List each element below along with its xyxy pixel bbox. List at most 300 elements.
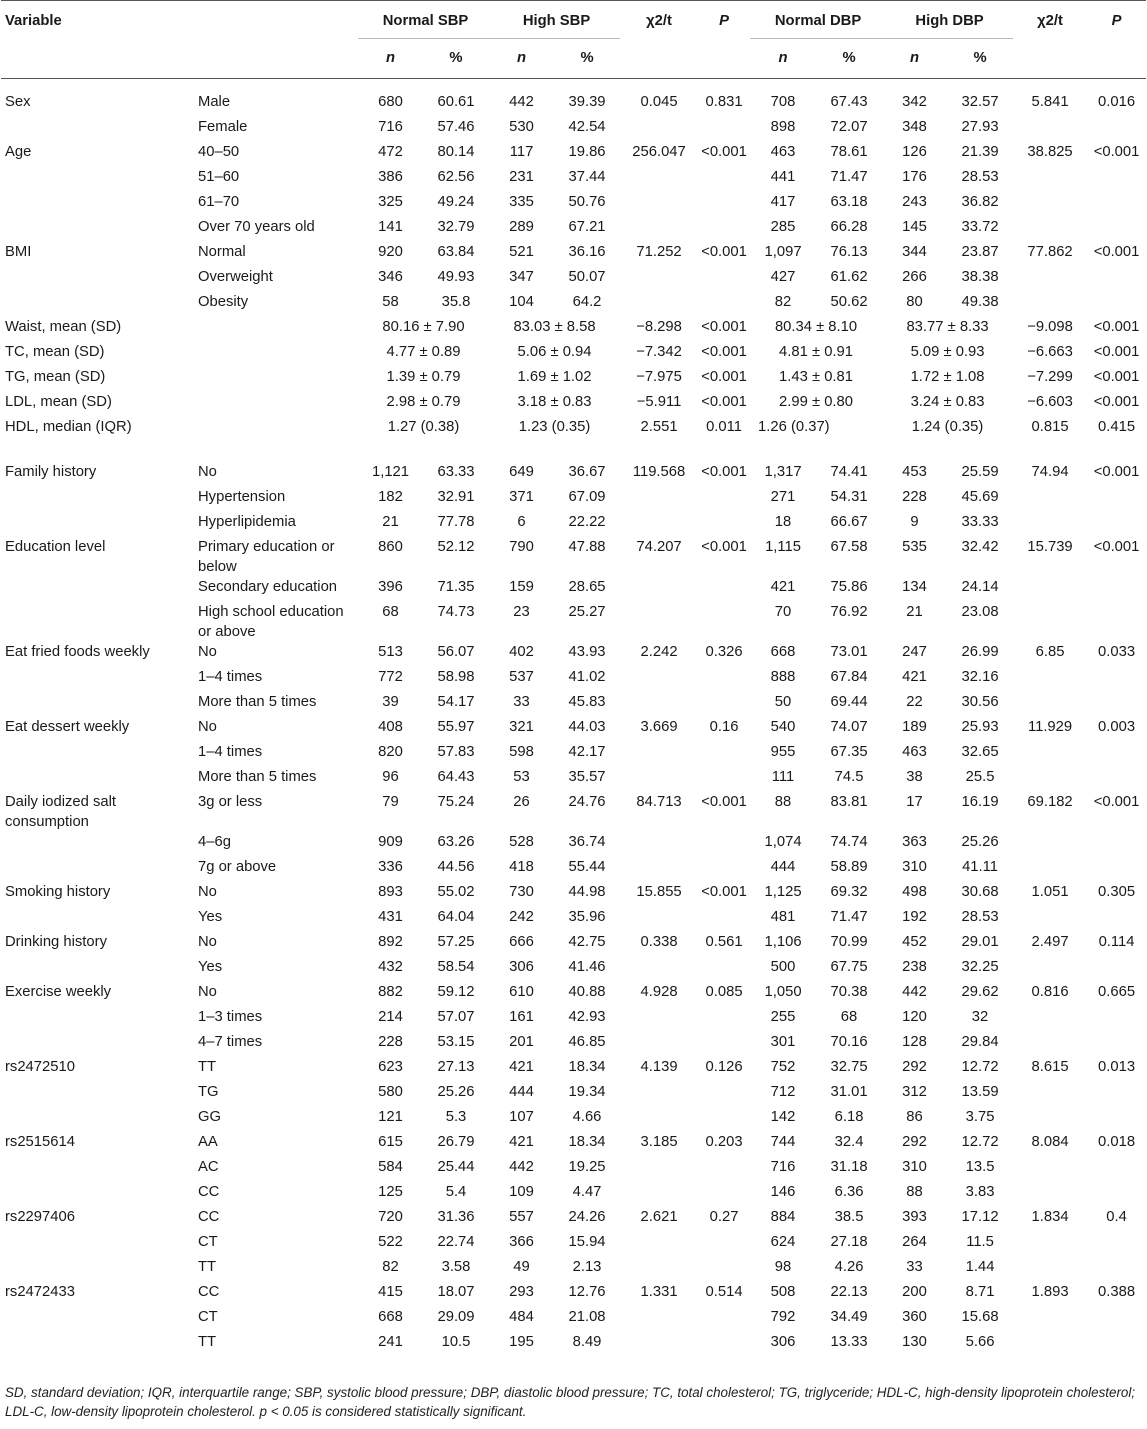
variable-cell: Age	[5, 144, 32, 160]
table-row	[1, 692, 1146, 717]
value-cell: 421	[509, 1134, 534, 1150]
table-row	[1, 267, 1146, 292]
value-cell: 0.816	[1031, 984, 1069, 1000]
table-row	[1, 792, 1146, 832]
value-cell: 42.17	[568, 744, 606, 760]
category-cell: 7g or above	[198, 859, 277, 875]
value-cell	[1013, 1332, 1087, 1362]
value-cell: 1,115	[765, 539, 801, 555]
value-cell: 9	[910, 514, 919, 530]
value-cell: 66.67	[830, 514, 868, 530]
value-cell: 41.02	[568, 669, 606, 685]
value-cell: 32.42	[961, 539, 999, 555]
value-cell: 24.26	[568, 1209, 606, 1225]
value-cell: 10.5	[441, 1334, 471, 1350]
value-cell: 55.97	[437, 719, 475, 735]
value-cell	[620, 832, 698, 857]
value-cell: 130	[902, 1334, 927, 1350]
value-cell	[1013, 577, 1087, 602]
value-cell: 189	[902, 719, 927, 735]
value-cell	[620, 1082, 698, 1107]
header-pct: %	[580, 50, 594, 66]
value-cell: 892	[378, 934, 403, 950]
table-row	[1, 1082, 1146, 1107]
value-cell	[620, 487, 698, 512]
value-cell: 348	[902, 119, 927, 135]
value-cell: 76.92	[830, 604, 868, 620]
value-cell: 34.49	[830, 1309, 868, 1325]
value-cell	[1087, 167, 1146, 192]
category-cell: High school education or above	[198, 604, 344, 640]
value-cell: 74.94	[1031, 464, 1069, 480]
value-cell	[1013, 767, 1087, 792]
value-cell: 67.75	[830, 959, 868, 975]
value-cell: 321	[509, 719, 534, 735]
value-cell	[1087, 217, 1146, 242]
value-cell: 104	[509, 294, 534, 310]
normal-sbp-value: 2.98 ± 0.79	[386, 394, 461, 410]
value-cell	[698, 667, 750, 692]
value-cell: 530	[509, 119, 534, 135]
value-cell: 712	[770, 1084, 796, 1100]
value-cell: 161	[509, 1009, 534, 1025]
table-row	[1, 537, 1146, 577]
value-cell: 289	[509, 219, 534, 235]
value-cell: 415	[378, 1284, 403, 1300]
value-cell	[620, 1032, 698, 1057]
value-cell	[1087, 957, 1146, 982]
value-cell: 26.79	[437, 1134, 475, 1150]
value-cell	[698, 192, 750, 217]
table-row	[1, 79, 1146, 118]
value-cell: 60.61	[437, 94, 475, 110]
value-cell	[1087, 692, 1146, 717]
value-cell: 325	[378, 194, 403, 210]
value-cell: 58.54	[437, 959, 475, 975]
value-cell: 3.75	[965, 1109, 995, 1125]
value-cell	[620, 117, 698, 142]
value-cell: 23	[513, 604, 530, 620]
variable-cell	[1, 487, 194, 512]
value-cell: 336	[378, 859, 403, 875]
value-cell: 128	[902, 1034, 927, 1050]
value-cell: 44.56	[437, 859, 475, 875]
table-row	[1, 1032, 1146, 1057]
value-cell: 19.34	[568, 1084, 606, 1100]
value-cell	[698, 742, 750, 767]
value-cell: <0.001	[1093, 539, 1140, 555]
value-cell: 386	[378, 169, 403, 185]
value-cell: 6.85	[1035, 644, 1065, 660]
value-cell	[698, 1182, 750, 1207]
value-cell: 75.86	[830, 579, 868, 595]
p-dbp-value: <0.001	[1093, 344, 1140, 360]
value-cell	[698, 1007, 750, 1032]
value-cell: 5.4	[445, 1184, 467, 1200]
table-row	[1, 367, 1146, 392]
value-cell	[698, 1157, 750, 1182]
header-n: n	[910, 50, 920, 66]
value-cell: 24.76	[568, 794, 606, 810]
category-cell: TT	[198, 1259, 217, 1275]
value-cell: 792	[770, 1309, 796, 1325]
value-cell: 21.39	[961, 144, 999, 160]
value-cell: 884	[770, 1209, 796, 1225]
value-cell	[1013, 1232, 1087, 1257]
value-cell: 31.01	[830, 1084, 868, 1100]
value-cell: 73.01	[830, 644, 868, 660]
value-cell: 74.74	[830, 834, 868, 850]
value-cell: 0.665	[1098, 984, 1136, 1000]
table-row	[1, 342, 1146, 367]
category-cell: No	[198, 644, 217, 660]
variable-cell: Drinking history	[5, 934, 107, 950]
value-cell: 32.79	[437, 219, 475, 235]
category-cell	[194, 342, 358, 367]
value-cell: 668	[770, 644, 796, 660]
value-cell: 0.831	[705, 94, 743, 110]
value-cell: 4.66	[572, 1109, 602, 1125]
value-cell: 45.69	[961, 489, 999, 505]
value-cell: 21	[906, 604, 923, 620]
header-pct: %	[842, 50, 856, 66]
value-cell: 72.07	[830, 119, 868, 135]
variable-cell: Eat fried foods weekly	[5, 644, 150, 660]
value-cell: 716	[378, 119, 403, 135]
variable-cell	[1, 907, 194, 932]
value-cell: 0.126	[705, 1059, 743, 1075]
value-cell	[620, 577, 698, 602]
value-cell: 1,050	[764, 984, 802, 1000]
value-cell: 623	[378, 1059, 403, 1075]
value-cell: 35.96	[568, 909, 606, 925]
category-cell: CC	[198, 1284, 220, 1300]
value-cell: 421	[770, 579, 796, 595]
variable-cell: Sex	[5, 94, 31, 110]
category-cell: Normal	[198, 244, 246, 260]
value-cell: 19.25	[568, 1159, 606, 1175]
value-cell: 909	[378, 834, 403, 850]
value-cell: 716	[770, 1159, 796, 1175]
value-cell: 70.38	[830, 984, 868, 1000]
value-cell: 192	[902, 909, 927, 925]
value-cell: 46.85	[568, 1034, 606, 1050]
variable-cell	[1, 1182, 194, 1207]
value-cell: 431	[378, 909, 403, 925]
category-cell: CT	[198, 1309, 218, 1325]
value-cell: 32.65	[961, 744, 999, 760]
value-cell: 15.855	[636, 884, 682, 900]
value-cell: 58.98	[437, 669, 475, 685]
value-cell: 3.83	[965, 1184, 995, 1200]
value-cell: 64.04	[437, 909, 475, 925]
value-cell	[620, 1332, 698, 1362]
value-cell: <0.001	[701, 464, 747, 480]
stat-sbp-value: 2.551	[640, 419, 678, 435]
value-cell	[1013, 1307, 1087, 1332]
value-cell	[620, 1257, 698, 1282]
value-cell: 772	[378, 669, 403, 685]
value-cell: 5.66	[965, 1334, 995, 1350]
variable-cell	[1, 217, 194, 242]
p-sbp-value: <0.001	[701, 319, 747, 335]
value-cell: 4.47	[572, 1184, 602, 1200]
category-cell: 4–7 times	[198, 1034, 263, 1050]
value-cell: 30.56	[961, 694, 999, 710]
table-row	[1, 767, 1146, 792]
value-cell	[1013, 167, 1087, 192]
value-cell: 0.016	[1098, 94, 1136, 110]
header-p-dbp: P	[1111, 13, 1122, 29]
normal-dbp-value: 4.81 ± 0.91	[779, 344, 853, 360]
value-cell: 42.54	[568, 119, 606, 135]
value-cell: 107	[509, 1109, 534, 1125]
value-cell: 463	[902, 744, 927, 760]
table-row	[1, 512, 1146, 537]
value-cell: 32.25	[961, 959, 999, 975]
value-cell: 31.18	[830, 1159, 868, 1175]
header-stat-dbp: χ2/t	[1037, 13, 1063, 29]
value-cell	[1013, 267, 1087, 292]
table-row	[1, 292, 1146, 317]
value-cell: 860	[378, 539, 403, 555]
value-cell: 472	[378, 144, 403, 160]
variable-cell: HDL, median (IQR)	[5, 419, 132, 435]
value-cell: 11.5	[966, 1234, 994, 1250]
value-cell: 36.82	[961, 194, 999, 210]
p-dbp-value: <0.001	[1093, 394, 1140, 410]
value-cell	[1013, 217, 1087, 242]
value-cell: 0.388	[1098, 1284, 1136, 1300]
value-cell: 57.83	[437, 744, 475, 760]
value-cell: 24.14	[961, 579, 999, 595]
table-row	[1, 487, 1146, 512]
value-cell: 310	[902, 1159, 927, 1175]
variable-cell	[1, 1257, 194, 1282]
table-row	[1, 982, 1146, 1007]
value-cell: 39	[382, 694, 399, 710]
value-cell: 255	[770, 1009, 796, 1025]
data-table	[1, 0, 1146, 1362]
value-cell: 21.08	[568, 1309, 606, 1325]
value-cell: <0.001	[701, 884, 747, 900]
category-cell: 3g or less	[198, 794, 263, 810]
value-cell: 117	[509, 144, 534, 160]
value-cell: 142	[770, 1109, 796, 1125]
value-cell: 70	[774, 604, 792, 620]
value-cell: 78.61	[830, 144, 868, 160]
value-cell: 264	[902, 1234, 927, 1250]
category-cell: Hypertension	[198, 489, 286, 505]
table-row	[1, 167, 1146, 192]
value-cell: 1,317	[764, 464, 802, 480]
category-cell: No	[198, 934, 217, 950]
variable-cell: Exercise weekly	[5, 984, 112, 1000]
value-cell: 159	[509, 579, 534, 595]
category-cell: TT	[198, 1059, 217, 1075]
value-cell: 25.5	[965, 769, 995, 785]
table-row	[1, 602, 1146, 642]
table-row	[1, 717, 1146, 742]
value-cell: 888	[770, 669, 796, 685]
value-cell: 444	[509, 1084, 534, 1100]
value-cell: 214	[378, 1009, 403, 1025]
table-row	[1, 317, 1146, 342]
value-cell: 500	[770, 959, 796, 975]
value-cell: 8.615	[1031, 1059, 1069, 1075]
value-cell: 41.46	[568, 959, 606, 975]
value-cell: 484	[509, 1309, 534, 1325]
value-cell: 0.514	[705, 1284, 743, 1300]
value-cell	[698, 907, 750, 932]
value-cell: 119.568	[632, 464, 686, 480]
value-cell: 96	[382, 769, 399, 785]
value-cell: 88	[906, 1184, 923, 1200]
value-cell: 615	[378, 1134, 403, 1150]
value-cell	[1087, 1007, 1146, 1032]
value-cell	[1013, 857, 1087, 882]
value-cell: 32	[971, 1009, 989, 1025]
value-cell: 418	[509, 859, 534, 875]
value-cell: 247	[902, 644, 927, 660]
value-cell: 69.32	[830, 884, 868, 900]
value-cell	[1013, 1157, 1087, 1182]
value-cell	[1087, 1107, 1146, 1132]
value-cell	[620, 292, 698, 317]
value-cell: 55.02	[437, 884, 475, 900]
normal-sbp-value: 1.39 ± 0.79	[386, 369, 461, 385]
value-cell: 1,125	[764, 884, 802, 900]
category-cell: AC	[198, 1159, 219, 1175]
value-cell: 720	[378, 1209, 403, 1225]
value-cell: 344	[902, 244, 927, 260]
value-cell: 23.08	[961, 604, 999, 620]
header-variable: Variable	[5, 13, 62, 29]
value-cell	[1087, 267, 1146, 292]
value-cell: 98	[774, 1259, 792, 1275]
value-cell	[698, 692, 750, 717]
table-row	[1, 1007, 1146, 1032]
table-row	[1, 462, 1146, 487]
value-cell: 752	[770, 1059, 796, 1075]
value-cell: 54.31	[830, 489, 868, 505]
category-cell: GG	[198, 1109, 222, 1125]
value-cell: 111	[771, 769, 795, 785]
value-cell	[698, 857, 750, 882]
value-cell	[1013, 512, 1087, 537]
value-cell: 62.56	[437, 169, 475, 185]
value-cell: 1.331	[640, 1284, 678, 1300]
value-cell	[698, 602, 750, 642]
value-cell	[1013, 742, 1087, 767]
high-dbp-value: 1.24 (0.35)	[911, 419, 984, 435]
value-cell: 292	[902, 1134, 927, 1150]
table-row	[1, 1207, 1146, 1232]
table-row	[1, 832, 1146, 857]
value-cell: 528	[509, 834, 534, 850]
value-cell	[1087, 1307, 1146, 1332]
category-cell: Over 70 years old	[198, 219, 315, 235]
value-cell: <0.001	[701, 144, 747, 160]
value-cell: 13.59	[961, 1084, 999, 1100]
table-row	[1, 1157, 1146, 1182]
value-cell: <0.001	[701, 794, 747, 810]
value-cell: 52.12	[437, 539, 475, 555]
value-cell: 70.99	[830, 934, 868, 950]
variable-cell	[1, 1007, 194, 1032]
value-cell: 86	[906, 1109, 923, 1125]
value-cell: 18.07	[437, 1284, 475, 1300]
value-cell	[698, 487, 750, 512]
value-cell: 28.53	[961, 169, 999, 185]
stat-dbp-value: 0.815	[1031, 419, 1069, 435]
value-cell: 120	[902, 1009, 927, 1025]
category-cell: CC	[198, 1209, 220, 1225]
category-cell: Obesity	[198, 294, 249, 310]
value-cell: 293	[509, 1284, 534, 1300]
value-cell: 56.07	[437, 644, 475, 660]
value-cell	[1013, 192, 1087, 217]
value-cell: 71.35	[437, 579, 475, 595]
table-row	[1, 392, 1146, 417]
variable-cell	[1, 1032, 194, 1057]
table-row	[1, 1182, 1146, 1207]
value-cell	[698, 577, 750, 602]
value-cell	[620, 767, 698, 792]
value-cell: 231	[509, 169, 534, 185]
value-cell: 306	[770, 1334, 796, 1350]
value-cell	[1013, 832, 1087, 857]
value-cell: 0.013	[1098, 1059, 1136, 1075]
value-cell	[698, 1082, 750, 1107]
value-cell	[1013, 487, 1087, 512]
value-cell: 242	[509, 909, 534, 925]
value-cell: 126	[902, 144, 927, 160]
value-cell: 13.5	[965, 1159, 995, 1175]
value-cell: 15.739	[1027, 539, 1073, 555]
value-cell: 67.09	[568, 489, 606, 505]
value-cell	[698, 1307, 750, 1332]
value-cell	[1087, 1082, 1146, 1107]
value-cell: 71.252	[636, 244, 682, 260]
value-cell: 32.16	[961, 669, 999, 685]
value-cell: 1,106	[764, 934, 802, 950]
variable-cell	[1, 1157, 194, 1182]
value-cell: 2.13	[572, 1259, 602, 1275]
value-cell: 6	[517, 514, 526, 530]
value-cell: 176	[902, 169, 927, 185]
value-cell: 19.86	[568, 144, 606, 160]
value-cell: 88	[774, 794, 792, 810]
value-cell	[620, 167, 698, 192]
value-cell: 6.18	[834, 1109, 864, 1125]
category-cell: Yes	[198, 909, 223, 925]
value-cell	[620, 1157, 698, 1182]
value-cell	[698, 217, 750, 242]
value-cell: 0.045	[640, 94, 678, 110]
high-dbp-value: 5.09 ± 0.93	[910, 344, 985, 360]
value-cell	[1013, 1257, 1087, 1282]
value-cell: 285	[770, 219, 796, 235]
value-cell: 39.39	[568, 94, 606, 110]
value-cell: 68	[382, 604, 399, 620]
value-cell: 77.862	[1027, 244, 1073, 260]
table-row	[1, 642, 1146, 667]
value-cell	[1087, 192, 1146, 217]
value-cell	[1013, 907, 1087, 932]
value-cell: 0.114	[1098, 934, 1135, 950]
value-cell: 363	[902, 834, 927, 850]
